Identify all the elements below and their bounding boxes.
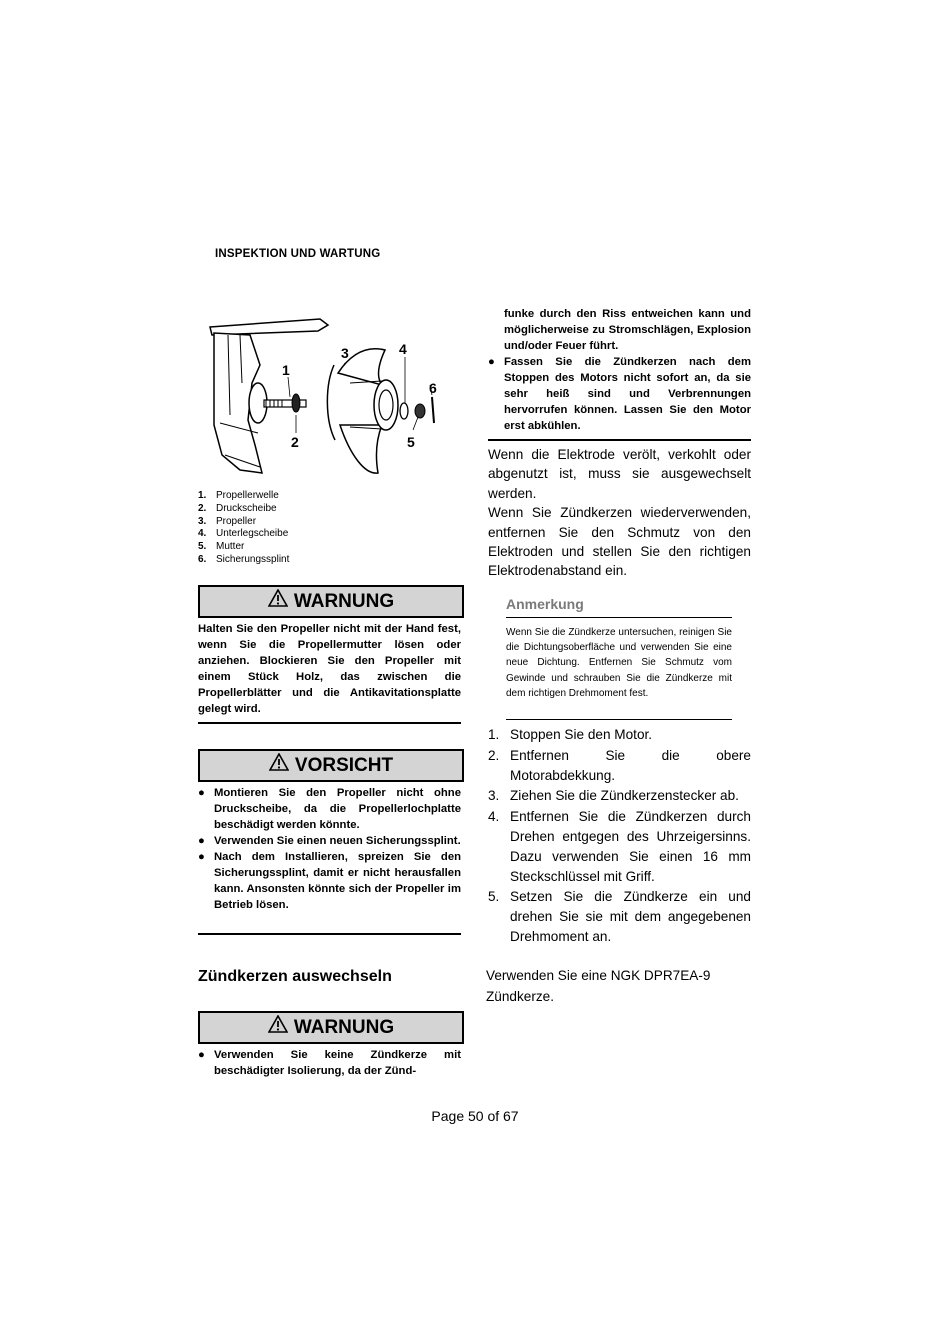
propeller-diagram — [200, 305, 465, 485]
caution-box — [198, 749, 464, 782]
legend-item: 4. Unterlegscheibe — [198, 528, 289, 540]
propeller-drawing — [200, 305, 465, 485]
list-item: ● Montieren Sie den Propeller nicht ohne Druckscheibe, da die Propellerlochplatte beschädigt werden könnte. — [198, 787, 461, 831]
warning-triangle-icon — [268, 587, 288, 616]
list-item: ● Fassen Sie die Zündkerzen nach dem Stoppen des Motors nicht sofort an, da sie sehr heiß sind und Verbrennungen hervorrufen können. Lassen Sie den Motor erst abkühlen. — [488, 356, 751, 432]
bullet-icon: ● — [198, 835, 205, 847]
callout-label: 5 — [407, 434, 415, 450]
section-title: Zündkerzen auswechseln — [198, 968, 392, 985]
callout-label: 3 — [341, 345, 349, 361]
legend-item: 6. Sicherungssplint — [198, 553, 290, 565]
divider — [488, 439, 751, 441]
legend-item: 5. Mutter — [198, 541, 245, 553]
warning-box — [198, 585, 464, 618]
warning-triangle-icon — [268, 1013, 288, 1042]
bullet-icon: ● — [488, 356, 495, 368]
callout-label: 4 — [399, 341, 407, 357]
callout-label: 6 — [429, 380, 437, 396]
paragraph: Wenn die Elektrode verölt, verkohlt oder abgenutzt ist, muss sie ausgewechselt werden. — [488, 447, 751, 501]
legend-item: 1. Propellerwelle — [198, 490, 279, 501]
warning-text: Halten Sie den Propeller nicht mit der Hand fest, wenn Sie die Propellermutter lösen oder anziehen. Blockieren Sie den Propeller mit einem Stück Holz, das zwischen die Propellerblätter und die Antikavitationsplatte gelegt wird. — [198, 623, 461, 715]
list-item: ● Nach dem Installieren, spreizen Sie den Sicherungssplint, damit er nicht herausfallen kann. Ansonsten könnte sich der Propeller im Betrieb lösen. — [198, 851, 461, 911]
warning-list-continued — [488, 306, 751, 434]
bullet-icon: ● — [198, 787, 205, 799]
warning-box — [198, 1011, 464, 1044]
legend-item: 2. Druckscheibe — [198, 502, 277, 514]
callout-label: 1 — [282, 362, 290, 378]
caution-list — [198, 785, 461, 913]
divider — [198, 933, 461, 935]
divider — [506, 617, 732, 618]
divider — [198, 722, 461, 724]
paragraph: Wenn Sie Zündkerzen wiederverwenden, entfernen Sie den Schmutz von den Elektroden und stellen Sie den richtigen Elektrodenabstand ein. — [488, 505, 751, 579]
spark-plug-spec: Verwenden Sie eine NGK DPR7EA-9 Zündkerze. — [486, 968, 711, 1004]
list-item: ● Verwenden Sie einen neuen Sicherungssplint. — [198, 835, 461, 847]
warning-label: WARNUNG — [293, 1017, 395, 1038]
list-item: 2. Entfernen Sie die obere Motorabdekkung. — [488, 747, 751, 783]
list-item: 3. Ziehen Sie die Zündkerzenstecker ab. — [488, 788, 739, 804]
page-number: Page 50 of 67 — [431, 1108, 519, 1124]
list-item: ● Verwenden Sie keine Zündkerze mit beschädigter Isolierung, da der Zünd- — [198, 1049, 461, 1077]
figure-legend — [198, 490, 289, 567]
caution-label: VORSICHT — [294, 755, 394, 776]
list-item-continuation: funke durch den Riss entweichen kann und möglicherweise zu Stromschlägen, Explosion und/oder Feuer führt. — [504, 308, 751, 352]
warning-list — [198, 1047, 461, 1079]
bullet-icon: ● — [198, 851, 205, 863]
page-header: INSPEKTION UND WARTUNG — [215, 248, 381, 260]
divider — [506, 719, 732, 720]
list-item: 5. Setzen Sie die Zündkerze ein und drehen Sie sie mit dem angegebenen Drehmoment an. — [488, 889, 751, 944]
callout-label: 2 — [291, 434, 299, 450]
legend-item: 3. Propeller — [198, 515, 257, 527]
list-item: 4. Entfernen Sie die Zündkerzen durch Drehen entgegen des Uhrzeigersinns. Dazu verwenden Sie einen 16 mm Steckschlüssel mit Griff. — [488, 809, 751, 884]
body-text — [488, 445, 751, 581]
note-text: Wenn Sie die Zündkerze untersuchen, reinigen Sie die Dichtungsoberfläche und verwenden Sie eine neue Dichtung. Entfernen Sie Schmutz vom Gewinde und schrauben Sie die Zündkerze mit dem richtigen Drehmoment fest. — [506, 627, 732, 699]
warning-triangle-icon — [269, 751, 289, 780]
list-item: 1. Stoppen Sie den Motor. — [488, 727, 653, 742]
warning-label: WARNUNG — [293, 591, 395, 612]
note-title: Anmerkung — [506, 596, 584, 612]
steps-list — [488, 725, 751, 948]
bullet-icon: ● — [198, 1049, 205, 1061]
